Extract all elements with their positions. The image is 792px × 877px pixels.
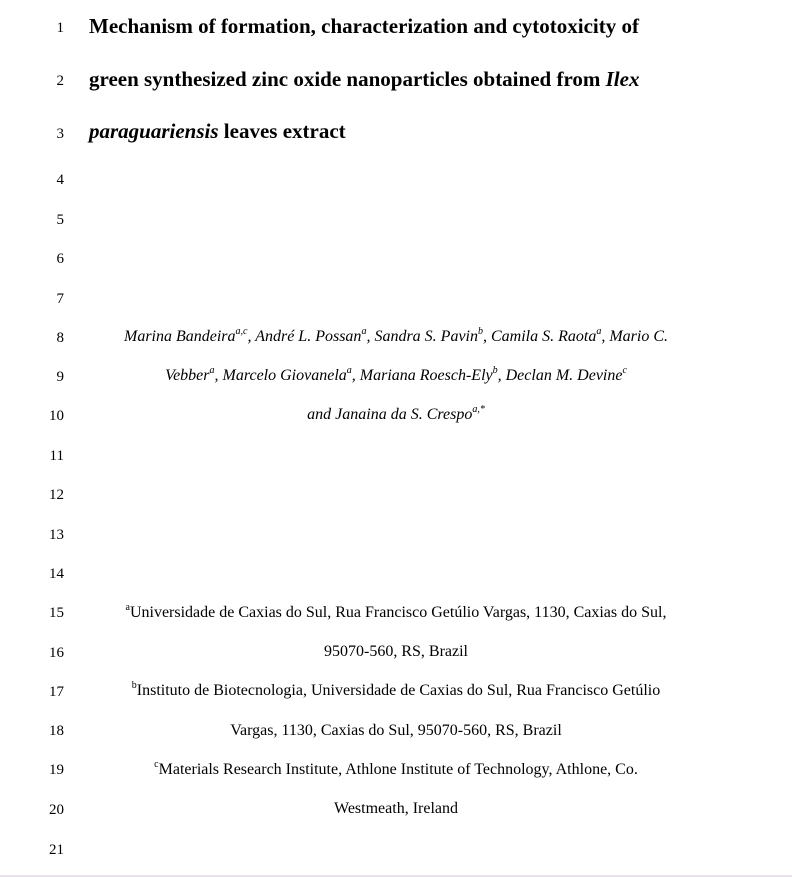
title-text: green synthesized zinc oxide nanoparticles obtained from: [89, 67, 606, 91]
affiliation-text: Instituto de Biotecnologia, Universidade de Caxias do Sul, Rua Francisco Getúlio: [136, 682, 661, 699]
author-name: Declan M. Devine: [505, 367, 623, 384]
title-italic-genus: Ilex: [605, 67, 640, 91]
affiliation-b-line-1: [0, 680, 792, 702]
line-number: 21: [49, 842, 64, 858]
line-number: 16: [49, 645, 64, 661]
affiliation-mark: b: [131, 679, 137, 691]
paper-title-line-1: Mechanism of formation, characterization and cytotoxicity of: [89, 14, 639, 38]
author-name: Marina Bandeira: [123, 328, 236, 345]
author-name: Mariana Roesch-Ely: [359, 367, 493, 384]
author-affiliation-mark: a: [209, 364, 215, 376]
line-number: 10: [49, 408, 64, 424]
line-number: 4: [56, 172, 64, 188]
line-number: 3: [56, 126, 64, 142]
affiliation-mark: a: [125, 601, 130, 613]
author-affiliation-mark: b: [492, 364, 498, 376]
line-number: 18: [49, 723, 64, 739]
author-name: André L. Possan: [255, 328, 362, 345]
author-line-1: Marina Bandeira$^{a,c}$, André L. Possan$^a$, Sandra S. Pavin$^b$, Camila S. Raota$^a$, Mario C.: [123, 325, 668, 345]
title-italic-species: paraguariensis: [89, 119, 219, 143]
author-affiliation-mark: b: [477, 325, 483, 337]
author-name-part: Vebber: [165, 367, 210, 384]
line-number: 12: [49, 487, 64, 503]
author-line-3: and Janaina da S. Crespo$^{a,*}$: [307, 403, 485, 423]
affiliation-text: Materials Research Institute, Athlone Institute of Technology, Athlone, Co.: [158, 761, 638, 778]
author-affiliation-mark: a: [361, 325, 367, 337]
affiliation-a-line-1: [0, 602, 792, 624]
affiliation-text: Universidade de Caxias do Sul, Rua Francisco Getúlio Vargas, 1130, Caxias do Sul,: [129, 604, 667, 621]
affiliation-b-line-2: Vargas, 1130, Caxias do Sul, 95070-560, RS, Brazil: [230, 722, 562, 739]
line-number: 17: [49, 684, 64, 700]
author-name: Marcelo Giovanela: [222, 367, 347, 384]
author-affiliation-mark: a,c: [235, 325, 248, 337]
affiliation-c-line-2: Westmeath, Ireland: [334, 800, 458, 817]
line-number: 2: [56, 73, 64, 89]
author-name-part: Mario C.: [609, 328, 668, 345]
line-number: 14: [49, 566, 64, 582]
author-affiliation-mark: a: [596, 325, 602, 337]
affiliation-mark: c: [154, 758, 159, 770]
line-number: 6: [56, 251, 64, 267]
author-affiliation-mark: c: [622, 364, 627, 376]
title-text: leaves extract: [218, 119, 346, 143]
affiliation-c-line-1: [0, 759, 792, 781]
author-name: Janaina da S. Crespo: [335, 406, 473, 423]
line-number: 5: [56, 212, 64, 228]
author-affiliation-mark: a: [346, 364, 352, 376]
line-number: 13: [49, 527, 64, 543]
line-number: 1: [56, 20, 64, 36]
line-number: 11: [49, 448, 64, 464]
author-affiliation-mark: a,*: [472, 403, 485, 415]
line-number: 8: [56, 330, 64, 346]
line-number: 19: [49, 762, 64, 778]
line-number: 7: [56, 291, 64, 307]
author-line-2: Vebber$^a$, Marcelo Giovanela$^a$, Mariana Roesch-Ely$^b$, Declan M. Devine$^c$: [165, 364, 627, 384]
paper-title-line-2: [89, 68, 792, 90]
author-name: Camila S. Raota: [490, 328, 597, 345]
author-name: Sandra S. Pavin: [374, 328, 478, 345]
line-number: 20: [49, 802, 64, 818]
line-number: 9: [56, 369, 64, 385]
affiliation-a-line-2: 95070-560, RS, Brazil: [324, 643, 468, 660]
paper-title-line-3: [89, 120, 792, 142]
line-number: 15: [49, 605, 64, 621]
